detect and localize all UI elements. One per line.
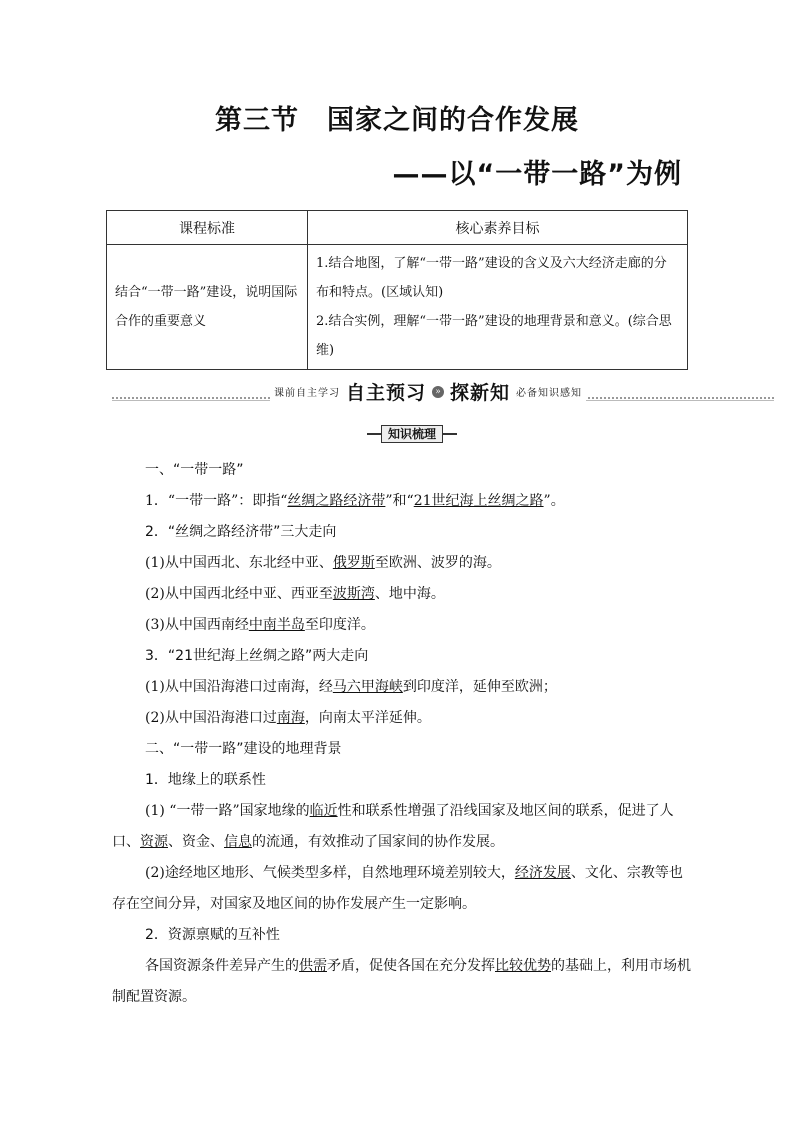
banner-left-text: 课前自主学习 (274, 388, 340, 399)
goal-item: 2.结合实例，理解“一带一路”建设的地理背景和意义。(综合思维) (316, 314, 672, 358)
table-header-standard: 课程标准 (107, 211, 308, 245)
section-banner (112, 378, 774, 404)
paragraph: 各国资源条件差异产生的供需矛盾，促使各国在充分发挥比较优势的基础上，利用市场机制配置资源。 (112, 958, 691, 1005)
paragraph: (1)从中国沿海港口过南海，经马六甲海峡到印度洋，延伸至欧洲； (145, 679, 557, 695)
standards-table (106, 210, 688, 370)
banner-title-2: 探新知 (450, 382, 511, 404)
subheading: 2．资源禀赋的互补性 (145, 927, 280, 943)
paragraph: (1)从中国西北、东北经中亚、俄罗斯至欧洲、波罗的海。 (145, 555, 501, 571)
paragraph: (2)从中国西北经中亚、西亚至波斯湾、地中海。 (145, 586, 445, 602)
tag-bar-left (367, 433, 381, 435)
table-row (107, 245, 688, 370)
paragraph: (1) “一带一路”国家地缘的临近性和联系性增强了沿线国家及地区间的联系，促进了人口、资源、资金、信息的流通，有效推动了国家间的协作发展。 (112, 803, 674, 850)
paragraph: (2)途经地区地形、气候类型多样，自然地理环境差别较大，经济发展、文化、宗教等也存在空间分异，对国家及地区间的协作发展产生一定影响。 (112, 865, 683, 912)
banner-title-1: 自主预习 (346, 382, 427, 404)
tag-bar-right (443, 433, 457, 435)
paragraph: (2)从中国沿海港口过南海，向南太平洋延伸。 (145, 710, 431, 726)
subheading: 1．地缘上的联系性 (145, 772, 266, 788)
paragraph: 1．“一带一路”：即指“丝绸之路经济带”和“21世纪海上丝绸之路”。 (145, 493, 565, 509)
core-goals-cell (308, 245, 688, 370)
section-heading: 一、“一带一路” (145, 462, 244, 478)
subheading: 3．“21世纪海上丝绸之路”两大走向 (145, 648, 369, 664)
banner-content (270, 378, 586, 405)
subheading: 2．“丝绸之路经济带”三大走向 (145, 524, 337, 540)
banner-right-text: 必备知识感知 (516, 388, 583, 399)
course-standard-cell: 结合“一带一路”建设，说明国际合作的重要意义 (107, 245, 308, 370)
table-header-row (107, 211, 688, 245)
section-heading: 二、“一带一路”建设的地理背景 (145, 741, 342, 757)
table-header-goals: 核心素养目标 (308, 211, 688, 245)
knowledge-tag-label: 知识梳理 (381, 425, 443, 443)
page-subtitle: ——以“一带一路”为例 (392, 159, 682, 190)
paragraph: (3)从中国西南经中南半岛至印度洋。 (145, 617, 375, 633)
content-body (112, 455, 692, 1013)
knowledge-tag (367, 425, 457, 443)
goal-item: 1.结合地图，了解“一带一路”建设的含义及六大经济走廊的分布和特点。(区域认知) (316, 256, 667, 300)
double-chevron-icon: » (432, 386, 444, 398)
page-title: 第三节 国家之间的合作发展 (215, 105, 579, 136)
